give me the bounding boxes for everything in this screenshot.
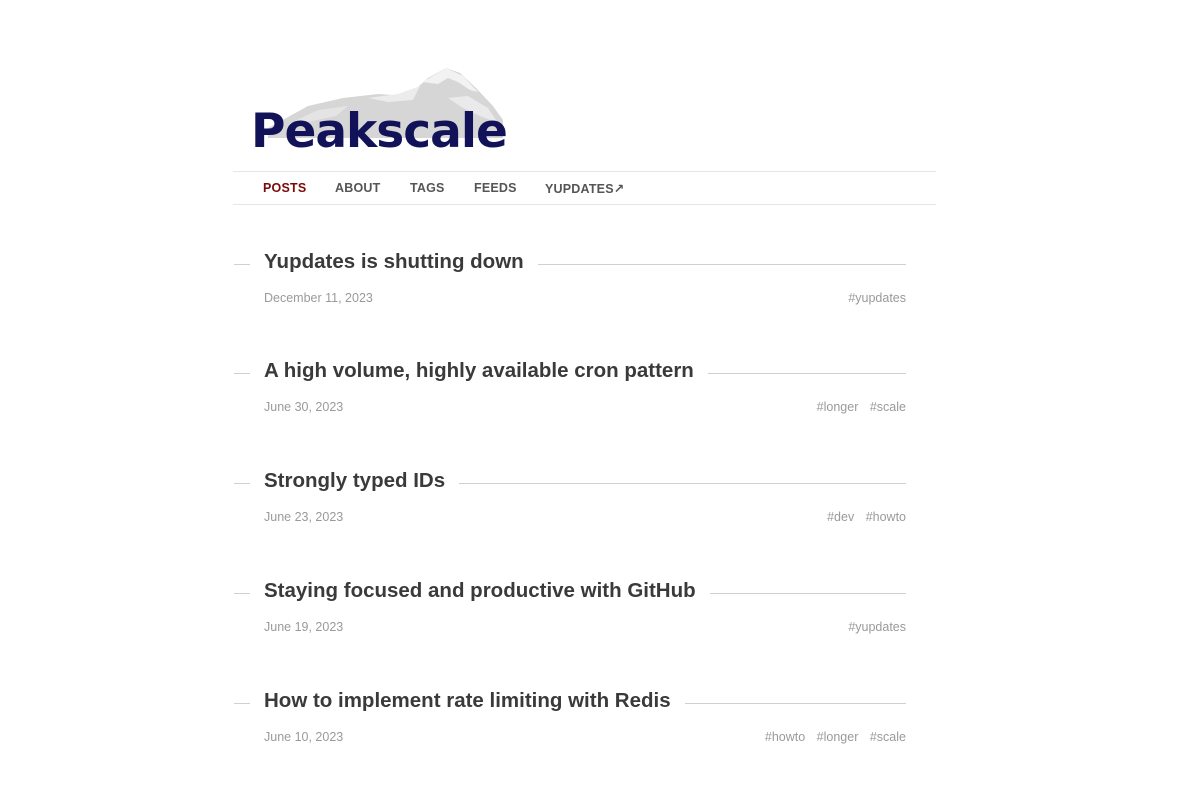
tag-link[interactable]: #scale: [869, 730, 906, 744]
tag-link[interactable]: #longer: [816, 400, 859, 414]
post-title[interactable]: A high volume, highly available cron pattern: [264, 359, 708, 383]
post-tags: [840, 620, 906, 634]
title-rule-left: [234, 483, 250, 484]
tag-link[interactable]: #scale: [869, 400, 906, 414]
post-date: December 11, 2023: [264, 291, 373, 305]
post-tags: [809, 400, 906, 414]
post-title[interactable]: Staying focused and productive with GitHub: [264, 579, 710, 603]
post-title[interactable]: Strongly typed IDs: [264, 469, 459, 493]
post-item: [233, 452, 906, 532]
logo-text: Peakscale: [251, 104, 507, 159]
tag-link[interactable]: #howto: [865, 510, 906, 524]
post-date: June 10, 2023: [264, 730, 344, 744]
nav-yupdates[interactable]: YUPDATES↗: [545, 182, 625, 196]
post-tags: [757, 730, 906, 744]
tag-link[interactable]: #longer: [816, 730, 859, 744]
nav-feeds[interactable]: FEEDS: [474, 181, 517, 195]
post-date: June 19, 2023: [264, 620, 344, 634]
title-rule-left: [234, 264, 250, 265]
nav-tags[interactable]: TAGS: [410, 181, 445, 195]
post-tags: [819, 510, 906, 524]
title-rule-left: [234, 373, 250, 374]
site-logo[interactable]: [248, 68, 507, 163]
tag-link[interactable]: #yupdates: [848, 620, 906, 634]
title-rule-left: [234, 593, 250, 594]
site-header: [233, 60, 936, 171]
post-tags: [840, 291, 906, 305]
post-item: [233, 672, 906, 752]
tag-link[interactable]: #howto: [764, 730, 806, 744]
post-item: [233, 562, 906, 642]
title-rule-left: [234, 703, 250, 704]
post-title[interactable]: Yupdates is shutting down: [264, 250, 538, 274]
main-nav: [233, 171, 936, 205]
post-date: June 23, 2023: [264, 510, 344, 524]
nav-about[interactable]: ABOUT: [335, 181, 381, 195]
post-title[interactable]: How to implement rate limiting with Redis: [264, 689, 685, 713]
nav-posts[interactable]: POSTS: [263, 181, 307, 195]
tag-link[interactable]: #yupdates: [848, 291, 906, 305]
post-date: June 30, 2023: [264, 400, 344, 414]
post-item: [233, 233, 906, 313]
tag-link[interactable]: #dev: [827, 510, 855, 524]
post-item: [233, 342, 906, 422]
